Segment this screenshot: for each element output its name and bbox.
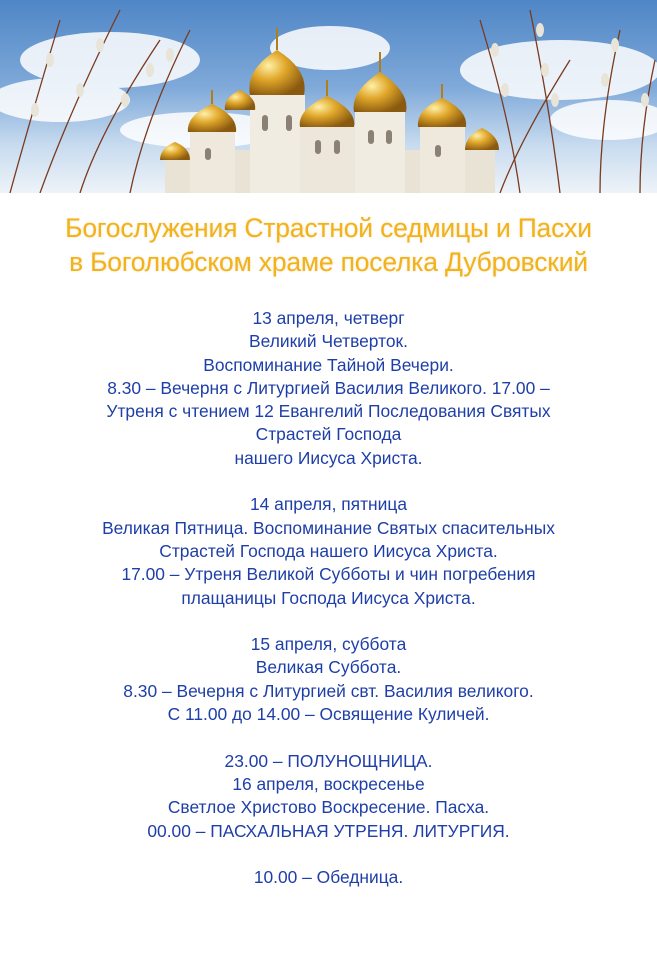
friday-date: 14 апреля, пятница: [249, 494, 407, 515]
friday-line: Великая Пятница. Воспоминание Святых спасительных: [102, 517, 555, 538]
friday-block: [0, 493, 657, 609]
thursday-service-line: нашего Иисуса Христа.: [234, 447, 423, 468]
page-title: [0, 211, 657, 279]
spacer: [0, 843, 657, 866]
thursday-service-line: Страстей Господа: [255, 424, 402, 445]
thursday-name: Великий Четверток.: [249, 331, 408, 352]
easter-matins: 00.00 – ПАСХАЛЬНАЯ УТРЕНЯ. ЛИТУРГИЯ.: [147, 820, 510, 841]
service-schedule: [0, 307, 657, 889]
title-line-1: Богослужения Страстной седмицы и Пасхи: [65, 213, 592, 243]
title-line-2: в Боголюбском храме поселка Дубровский: [69, 247, 588, 277]
midnight-office: 23.00 – ПОЛУНОЩНИЦА.: [224, 750, 433, 771]
easter-name: Светлое Христово Воскресение. Пасха.: [167, 797, 490, 818]
saturday-block: [0, 633, 657, 726]
friday-line: плащаницы Господа Иисуса Христа.: [181, 587, 476, 608]
thursday-service-line: Утреня с чтением 12 Евангелий Последования Святых: [106, 401, 551, 422]
thursday-service-line: 8.30 – Вечерня с Литургией Василия Великого. 17.00 –: [107, 377, 550, 398]
saturday-name: Великая Суббота.: [255, 657, 402, 678]
thursday-remembrance: Воспоминание Тайной Вечери.: [203, 354, 454, 375]
saturday-service-line: 8.30 – Вечерня с Литургией свт. Василия великого.: [123, 680, 534, 701]
closing-block: [0, 866, 657, 889]
saturday-service-line: С 11.00 до 14.00 – Освящение Куличей.: [167, 704, 490, 725]
obednitsa: 10.00 – Обедница.: [253, 867, 404, 888]
easter-date: 16 апреля, воскресенье: [232, 773, 425, 794]
spacer: [0, 610, 657, 633]
friday-line: 17.00 – Утреня Великой Субботы и чин погребения: [121, 564, 536, 585]
header-banner-image: [0, 0, 657, 193]
thursday-block: [0, 307, 657, 470]
easter-block: [0, 750, 657, 843]
spacer: [0, 470, 657, 493]
cathedral-illustration: [0, 0, 657, 193]
friday-line: Страстей Господа нашего Иисуса Христа.: [159, 540, 498, 561]
thursday-date: 13 апреля, четверг: [252, 308, 405, 328]
spacer: [0, 726, 657, 749]
saturday-date: 15 апреля, суббота: [250, 634, 407, 655]
